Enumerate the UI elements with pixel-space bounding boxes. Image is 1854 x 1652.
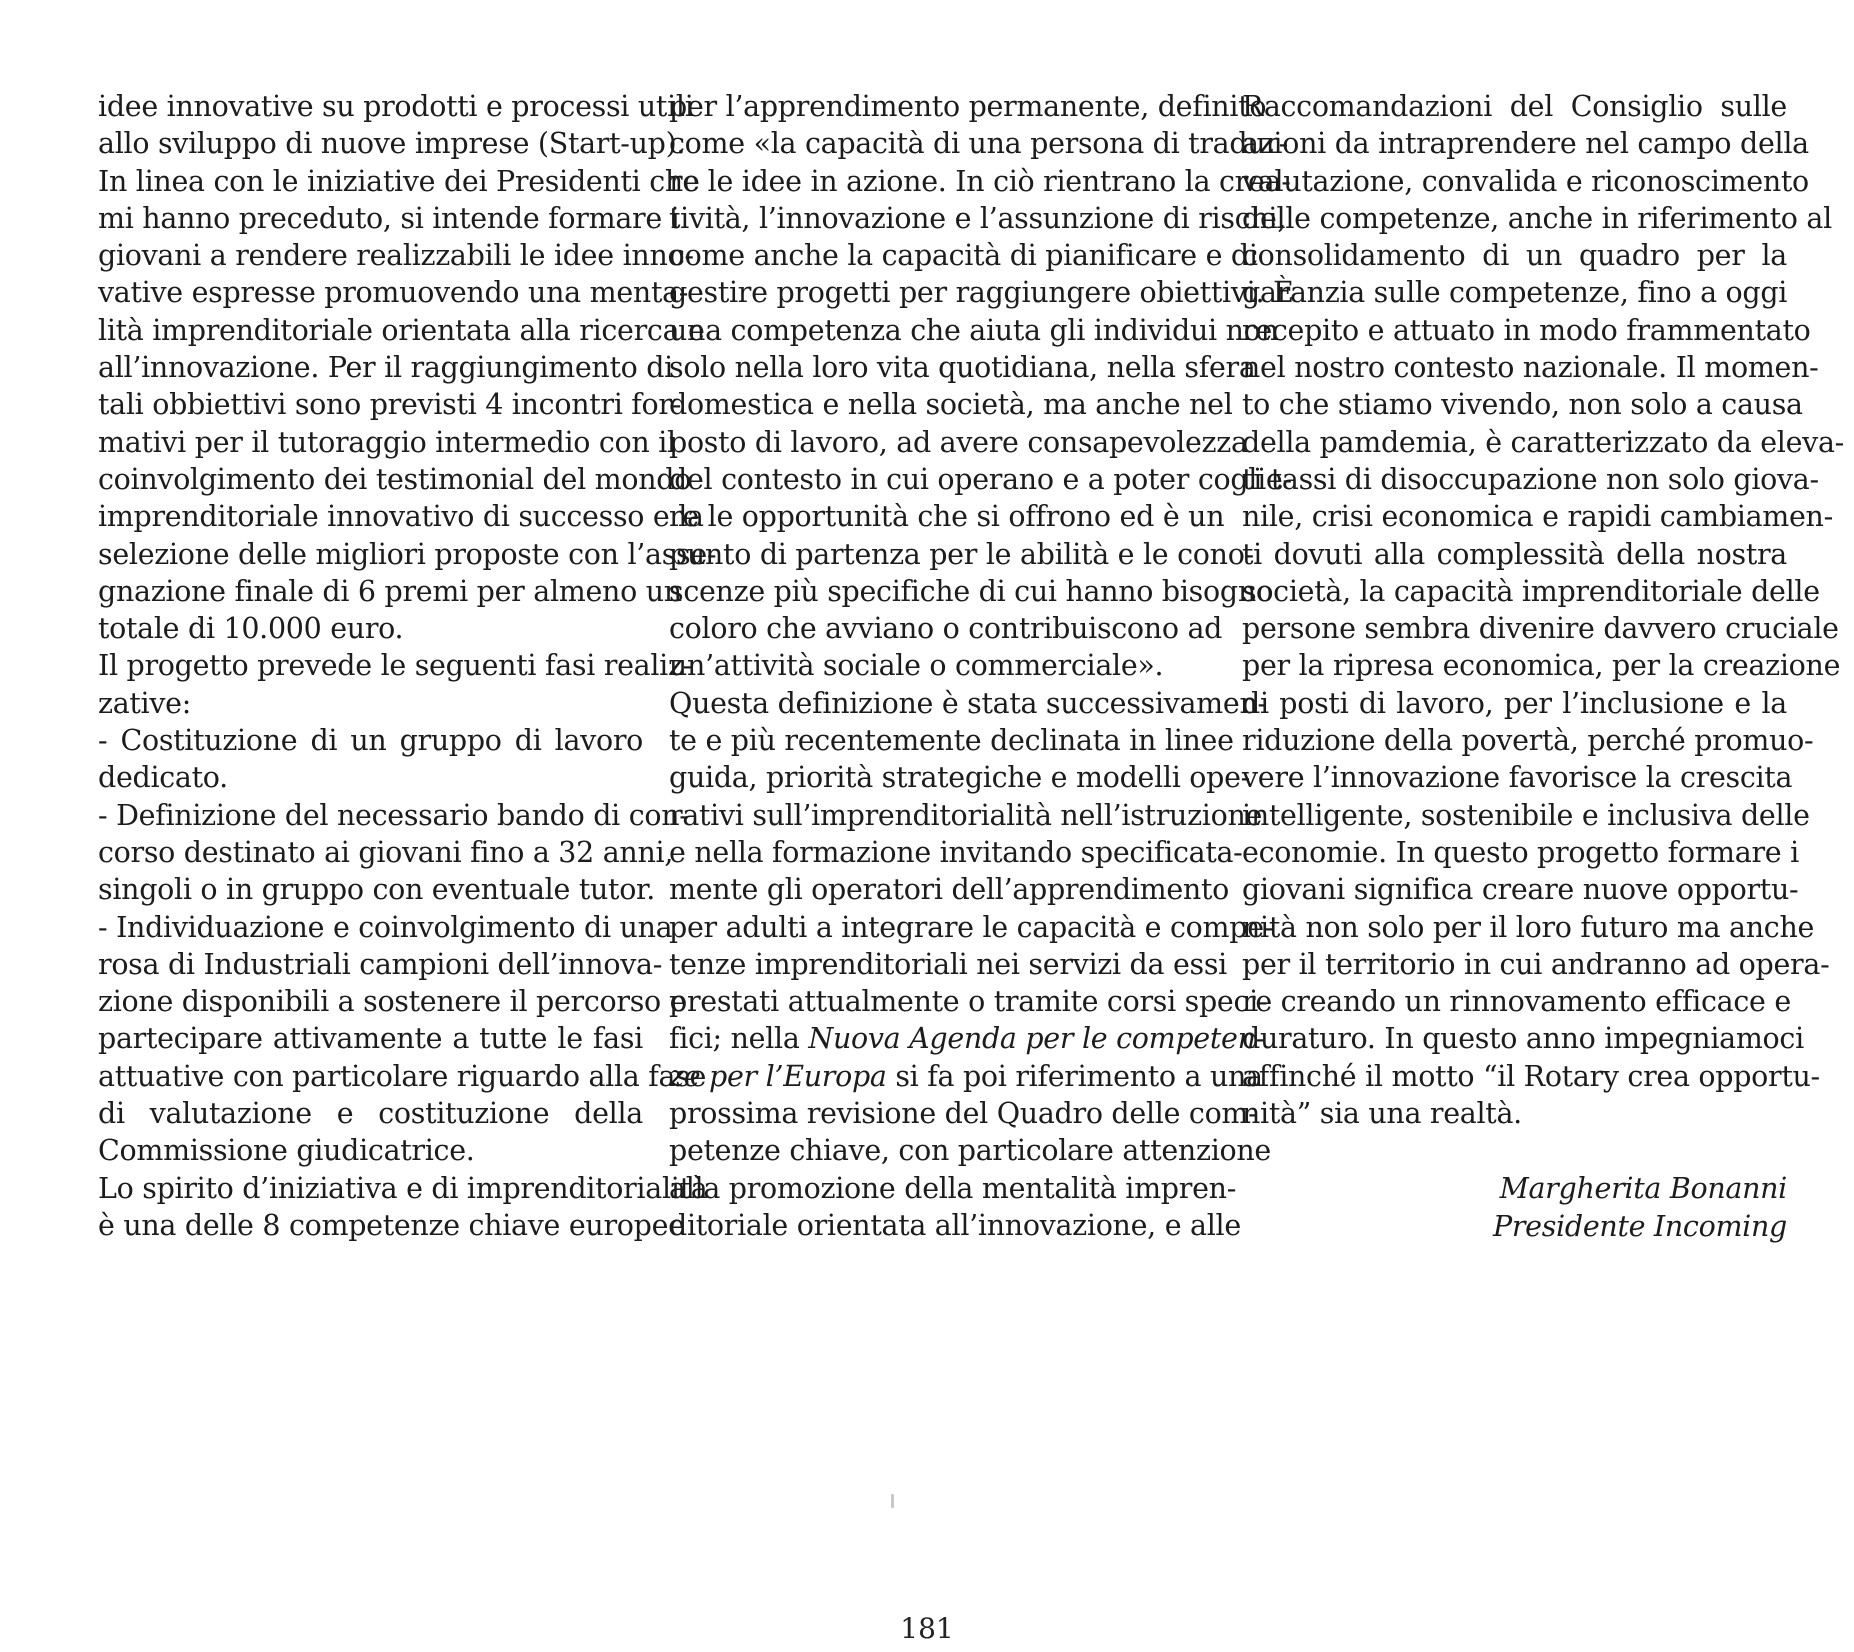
text-line bbox=[98, 1132, 643, 1169]
text-fragment: economie. In questo progetto formare i bbox=[1242, 835, 1799, 869]
text-fragment: singoli o in gruppo con eventuale tutor. bbox=[98, 873, 655, 907]
italic-title: Nuova Agenda per le competen- bbox=[808, 1022, 1265, 1056]
text-fragment: In linea con le iniziative dei Presidenti che bbox=[98, 164, 700, 198]
text-column-1 bbox=[98, 88, 717, 1244]
text-line bbox=[98, 274, 689, 311]
text-line bbox=[669, 200, 1286, 237]
text-line bbox=[98, 983, 687, 1020]
text-fragment: della pamdemia, è caratterizzato da eleva- bbox=[1242, 425, 1844, 459]
text-fragment: solo nella loro vita quotidiana, nella sfera bbox=[669, 351, 1256, 385]
text-line bbox=[669, 163, 1291, 200]
text-line bbox=[669, 871, 1229, 908]
text-fragment: petenze chiave, con particolare attenzione bbox=[669, 1134, 1272, 1168]
text-line bbox=[669, 1170, 1237, 1207]
text-fragment: re le opportunità che si offrono ed è un bbox=[669, 500, 1225, 534]
text-line bbox=[98, 461, 692, 498]
text-line bbox=[1242, 536, 1787, 573]
text-line bbox=[1242, 163, 1809, 200]
text-fragment: Lo spirito d’iniziativa e di imprenditorialità bbox=[98, 1171, 708, 1205]
text-column-3 bbox=[1242, 88, 1844, 1245]
text-fragment: dedicato. bbox=[98, 761, 228, 795]
text-line bbox=[1242, 759, 1793, 796]
text-line bbox=[669, 573, 1273, 610]
text-fragment: una competenza che aiuta gli individui non bbox=[669, 313, 1279, 347]
text-fragment: persone sembra divenire davvero cruciale bbox=[1242, 612, 1839, 646]
text-line bbox=[98, 1095, 643, 1132]
text-line bbox=[1242, 834, 1799, 871]
text-line bbox=[98, 909, 673, 946]
text-fragment: mativi per il tutoraggio intermedio con il bbox=[98, 425, 676, 459]
text-fragment: Commissione giudicatrice. bbox=[98, 1134, 475, 1168]
text-line bbox=[98, 1020, 643, 1057]
text-fragment: mente gli operatori dell’apprendimento bbox=[669, 873, 1229, 907]
text-line bbox=[1242, 237, 1787, 274]
text-line bbox=[669, 1207, 1241, 1244]
text-line bbox=[669, 909, 1274, 946]
text-line bbox=[1242, 125, 1809, 162]
text-fragment: prestati attualmente o tramite corsi speci- bbox=[669, 985, 1268, 1019]
text-line bbox=[669, 1058, 1263, 1095]
text-fragment: selezione delle migliori proposte con l’asse- bbox=[98, 537, 717, 571]
text-line bbox=[1242, 461, 1819, 498]
text-fragment: del contesto in cui operano e a poter coglie- bbox=[669, 462, 1292, 496]
text-fragment: te e più recentemente declinata in linee bbox=[669, 724, 1234, 758]
text-line bbox=[1242, 909, 1815, 946]
text-fragment: - Individuazione e coinvolgimento di una bbox=[98, 910, 673, 944]
text-line bbox=[1242, 573, 1820, 610]
text-line bbox=[98, 386, 682, 423]
text-fragment: consolidamento di un quadro per la bbox=[1242, 239, 1787, 273]
text-fragment: rativi sull’imprenditorialità nell’istruzione bbox=[669, 798, 1263, 832]
text-fragment: prossima revisione del Quadro delle com- bbox=[669, 1097, 1258, 1131]
scan-speck bbox=[891, 1494, 894, 1508]
text-fragment: lità imprenditoriale orientata alla ricerca e bbox=[98, 313, 705, 347]
text-line bbox=[98, 424, 676, 461]
signature-block bbox=[1242, 1170, 1787, 1245]
text-line bbox=[669, 685, 1267, 722]
text-line bbox=[98, 759, 643, 796]
signature-name: Margherita Bonanni bbox=[1499, 1172, 1787, 1206]
text-fragment: rosa di Industriali campioni dell’innova- bbox=[98, 947, 663, 981]
text-line bbox=[1242, 647, 1841, 684]
text-fragment: nità” sia una realtà. bbox=[1242, 1097, 1522, 1131]
text-fragment: to che stiamo vivendo, non solo a causa bbox=[1242, 388, 1803, 422]
text-fragment: nile, crisi economica e rapidi cambiamen- bbox=[1242, 500, 1833, 534]
text-fragment: nità non solo per il loro futuro ma anche bbox=[1242, 910, 1815, 944]
text-line bbox=[669, 88, 1267, 125]
text-fragment: imprenditoriale innovativo di successo e la bbox=[98, 500, 704, 534]
text-fragment: domestica e nella società, ma anche nel bbox=[669, 388, 1233, 422]
text-line bbox=[98, 125, 686, 162]
text-line bbox=[669, 498, 1225, 535]
text-line bbox=[1242, 871, 1799, 908]
text-line bbox=[669, 610, 1223, 647]
text-fragment: zione disponibili a sostenere il percorso e bbox=[98, 985, 687, 1019]
text-line bbox=[1242, 1095, 1787, 1132]
text-line bbox=[1242, 722, 1814, 759]
text-fragment: affinché il motto “il Rotary crea opportu- bbox=[1242, 1059, 1820, 1093]
text-fragment: valutazione, convalida e riconoscimento bbox=[1242, 164, 1809, 198]
text-fragment: corso destinato ai giovani fino a 32 anni, bbox=[98, 835, 674, 869]
text-line bbox=[98, 312, 705, 349]
text-line bbox=[669, 1095, 1258, 1132]
text-line bbox=[98, 1207, 685, 1244]
text-fragment: vere l’innovazione favorisce la crescita bbox=[1242, 761, 1793, 795]
text-line bbox=[98, 834, 674, 871]
text-fragment: scenze più specifiche di cui hanno bisogno bbox=[669, 574, 1273, 608]
text-fragment: tali obbiettivi sono previsti 4 incontri for- bbox=[98, 388, 682, 422]
text-line bbox=[1242, 200, 1832, 237]
text-line bbox=[1242, 610, 1839, 647]
text-fragment: totale di 10.000 euro. bbox=[98, 612, 404, 646]
text-fragment: coinvolgimento dei testimonial del mondo bbox=[98, 462, 692, 496]
text-fragment: di posti di lavoro, per l’inclusione e la bbox=[1242, 686, 1787, 720]
text-line bbox=[1242, 386, 1803, 423]
text-fragment: è una delle 8 competenze chiave europee bbox=[98, 1208, 685, 1242]
text-fragment: fici; nella bbox=[669, 1022, 809, 1056]
text-line bbox=[669, 797, 1263, 834]
text-line bbox=[1242, 274, 1787, 311]
text-fragment: e nella formazione invitando specificata- bbox=[669, 835, 1243, 869]
text-line bbox=[669, 274, 1294, 311]
text-line bbox=[669, 722, 1234, 759]
text-line bbox=[669, 946, 1227, 983]
text-fragment: intelligente, sostenibile e inclusiva delle bbox=[1242, 798, 1810, 832]
text-line bbox=[669, 312, 1279, 349]
text-fragment: all’innovazione. Per il raggiungimento di bbox=[98, 351, 673, 385]
text-line bbox=[1242, 88, 1787, 125]
text-fragment: Questa definizione è stata successivamen- bbox=[669, 686, 1267, 720]
text-line bbox=[98, 685, 643, 722]
text-line bbox=[1242, 349, 1819, 386]
text-fragment: società, la capacità imprenditoriale delle bbox=[1242, 574, 1820, 608]
text-line bbox=[1242, 1020, 1804, 1057]
text-line bbox=[98, 647, 693, 684]
text-line bbox=[98, 237, 694, 274]
text-line bbox=[98, 871, 655, 908]
text-line bbox=[98, 498, 704, 535]
text-fragment: ti dovuti alla complessità della nostra bbox=[1242, 537, 1787, 571]
text-fragment: - Definizione del necessario bando di con- bbox=[98, 798, 689, 832]
text-fragment: guida, priorità strategiche e modelli ope- bbox=[669, 761, 1250, 795]
text-line bbox=[1242, 946, 1830, 983]
text-line bbox=[669, 461, 1292, 498]
text-fragment: ti tassi di disoccupazione non solo giova- bbox=[1242, 462, 1819, 496]
text-fragment: vative espresse promuovendo una menta- bbox=[98, 276, 689, 310]
text-line bbox=[98, 200, 680, 237]
text-fragment: giovani significa creare nuove opportu- bbox=[1242, 873, 1799, 907]
text-fragment: giovani a rendere realizzabili le idee inno- bbox=[98, 239, 694, 273]
text-line bbox=[1242, 797, 1810, 834]
text-line bbox=[98, 797, 689, 834]
text-fragment: attuative con particolare riguardo alla fase bbox=[98, 1059, 707, 1093]
text-fragment: Raccomandazioni del Consiglio sulle bbox=[1242, 90, 1787, 123]
text-fragment: tività, l’innovazione e l’assunzione di rischi, bbox=[669, 201, 1286, 235]
text-fragment: azioni da intraprendere nel campo della bbox=[1242, 127, 1809, 161]
text-line bbox=[98, 722, 643, 759]
text-fragment: posto di lavoro, ad avere consapevolezza bbox=[669, 425, 1248, 459]
text-line bbox=[669, 237, 1258, 274]
text-fragment: mi hanno preceduto, si intende formare i bbox=[98, 201, 680, 235]
text-line bbox=[669, 386, 1233, 423]
text-fragment: alla promozione della mentalità impren- bbox=[669, 1171, 1237, 1205]
text-line bbox=[669, 1020, 1265, 1057]
text-fragment: coloro che avviano o contribuiscono ad bbox=[669, 612, 1223, 646]
text-line bbox=[1242, 983, 1791, 1020]
text-fragment: allo sviluppo di nuove imprese (Start-up). bbox=[98, 127, 686, 161]
text-fragment: un’attività sociale o commerciale». bbox=[669, 649, 1164, 683]
text-fragment: recepito e attuato in modo frammentato bbox=[1242, 313, 1811, 347]
text-fragment: ditoriale orientata all’innovazione, e alle bbox=[669, 1208, 1241, 1242]
text-line bbox=[98, 536, 717, 573]
text-line bbox=[98, 573, 682, 610]
text-fragment: nel nostro contesto nazionale. Il momen- bbox=[1242, 351, 1819, 385]
text-fragment: delle competenze, anche in riferimento al bbox=[1242, 201, 1832, 235]
text-fragment: di valutazione e costituzione della bbox=[98, 1097, 643, 1131]
text-fragment: riduzione della povertà, perché promuo- bbox=[1242, 724, 1814, 758]
text-fragment: idee innovative su prodotti e processi utili bbox=[98, 90, 694, 123]
text-fragment: punto di partenza per le abilità e le cono- bbox=[669, 537, 1254, 571]
text-fragment: - Costituzione di un gruppo di lavoro bbox=[98, 724, 643, 758]
text-line bbox=[669, 424, 1248, 461]
text-fragment: come «la capacità di una persona di tradur- bbox=[669, 127, 1288, 161]
text-fragment: re creando un rinnovamento efficace e bbox=[1242, 985, 1791, 1019]
text-fragment: Il progetto prevede le seguenti fasi realiz- bbox=[98, 649, 693, 683]
text-line bbox=[98, 610, 643, 647]
text-line bbox=[669, 834, 1243, 871]
text-line bbox=[98, 349, 673, 386]
text-line bbox=[669, 983, 1268, 1020]
text-fragment: si fa poi riferimento a una bbox=[886, 1059, 1263, 1093]
text-line bbox=[669, 647, 1214, 684]
text-line bbox=[1242, 498, 1833, 535]
text-fragment: per adulti a integrare le capacità e compe- bbox=[669, 910, 1274, 944]
text-line bbox=[1242, 424, 1844, 461]
text-fragment: duraturo. In questo anno impegniamoci bbox=[1242, 1022, 1804, 1056]
page-number: 181 bbox=[900, 1612, 954, 1645]
text-line bbox=[1242, 685, 1787, 722]
text-line bbox=[1242, 312, 1811, 349]
text-line bbox=[669, 536, 1254, 573]
text-column-2 bbox=[669, 88, 1294, 1244]
text-fragment: zative: bbox=[98, 686, 192, 720]
text-line bbox=[98, 946, 663, 983]
signature-role: Presidente Incoming bbox=[1492, 1209, 1787, 1243]
text-fragment: per l’apprendimento permanente, definito bbox=[669, 90, 1267, 123]
text-fragment: come anche la capacità di pianificare e di bbox=[669, 239, 1258, 273]
italic-title: ze per l’Europa bbox=[669, 1059, 887, 1093]
text-fragment: per la ripresa economica, per la creazione bbox=[1242, 649, 1841, 683]
text-fragment: partecipare attivamente a tutte le fasi bbox=[98, 1022, 643, 1056]
text-line bbox=[98, 163, 700, 200]
text-line bbox=[98, 1058, 707, 1095]
column-3-body bbox=[1242, 88, 1844, 1132]
text-line bbox=[1242, 1058, 1820, 1095]
text-line bbox=[98, 88, 694, 125]
text-fragment: per il territorio in cui andranno ad opera- bbox=[1242, 947, 1830, 981]
text-line bbox=[669, 125, 1288, 162]
text-line bbox=[669, 349, 1256, 386]
text-line bbox=[98, 1170, 708, 1207]
text-line bbox=[669, 1132, 1272, 1169]
text-fragment: tenze imprenditoriali nei servizi da essi bbox=[669, 947, 1227, 981]
text-fragment: garanzia sulle competenze, fino a oggi bbox=[1242, 276, 1788, 310]
text-fragment: gnazione finale di 6 premi per almeno un bbox=[98, 574, 682, 608]
text-fragment: re le idee in azione. In ciò rientrano la crea- bbox=[669, 164, 1291, 198]
text-fragment: gestire progetti per raggiungere obiettivi. È bbox=[669, 276, 1294, 310]
text-line bbox=[669, 759, 1250, 796]
